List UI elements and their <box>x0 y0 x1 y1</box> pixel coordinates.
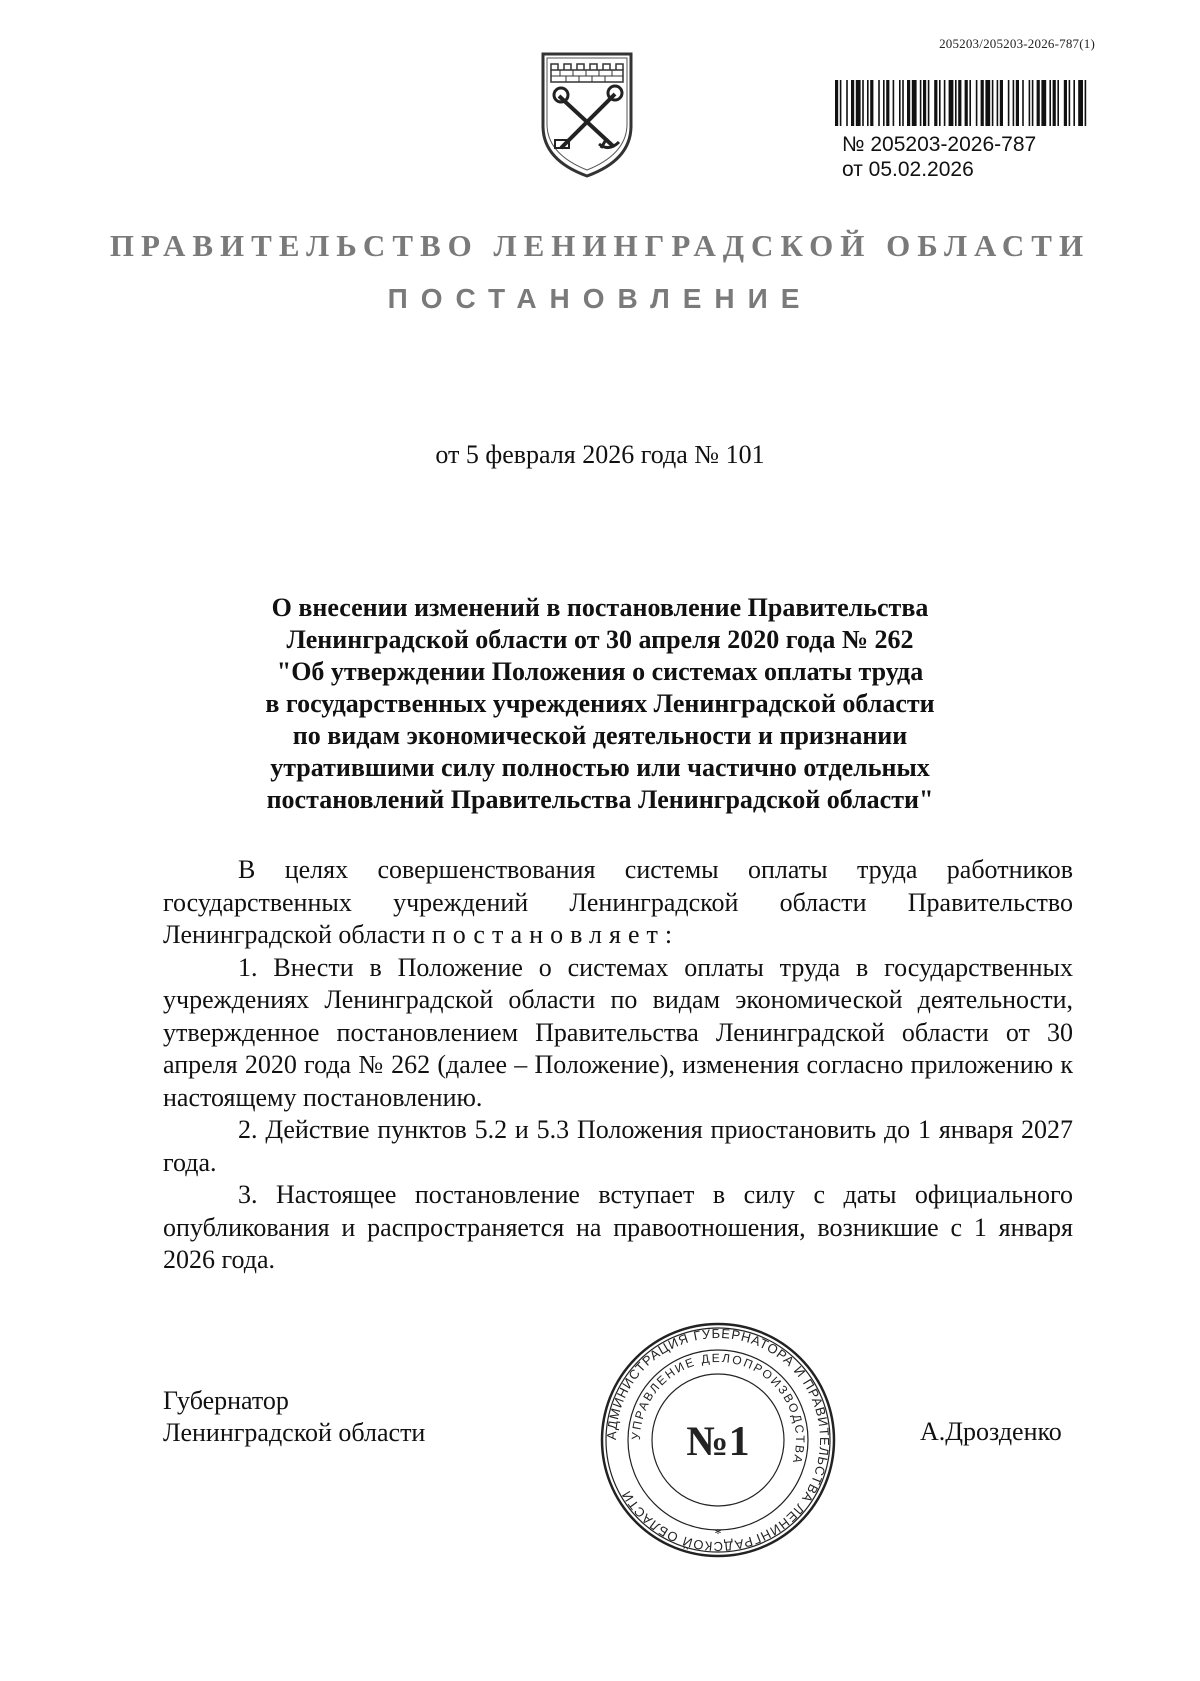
registration-date: от 05.02.2026 <box>842 158 974 181</box>
subject-line: "Об утверждении Положения о системах оплаты труда <box>276 657 924 686</box>
subject-line: по видам экономической деятельности и признании <box>292 721 908 750</box>
registration-number: № 205203-2026-787 <box>842 133 1037 156</box>
position-line: Губернатор <box>163 1386 289 1415</box>
barcode <box>835 80 1087 126</box>
subject-line: в государственных учреждениях Ленинградской области <box>265 689 935 718</box>
subject-line: Ленинградской области от 30 апреля 2020 года № 262 <box>286 625 914 654</box>
stamp-outer-text: АДМИНИСТРАЦИЯ ГУБЕРНАТОРА И ПРАВИТЕЛЬСТВА ЛЕНИНГРАДСКОЙ ОБЛАСТИ <box>603 1325 833 1555</box>
decree-item-2: 2. Действие пунктов 5.2 и 5.3 Положения приостановить до 1 января 2027 года. <box>163 1115 1073 1177</box>
position-line: Ленинградской области <box>163 1418 426 1447</box>
subject-line: О внесении изменений в постановление Правительства <box>271 593 929 622</box>
subject-line: утратившими силу полностью или частично отдельных <box>270 753 930 782</box>
stamp-star-icon: * <box>714 1527 722 1542</box>
stamp-inner-text: УПРАВЛЕНИЕ ДЕЛОПРОИЗВОДСТВА <box>628 1350 808 1467</box>
decree-subject <box>200 592 1000 816</box>
government-title: ПРАВИТЕЛЬСТВО ЛЕНИНГРАДСКОЙ ОБЛАСТИ <box>109 228 1091 263</box>
preamble-paragraph <box>163 854 1073 952</box>
stamp-center-number: №1 <box>686 1419 750 1465</box>
preamble-text: В целях совершенствования системы оплаты труда работников государственных учреждений Ленинградской области Правительство Ленинградской области <box>163 855 1073 949</box>
preamble-action: постановляет: <box>431 920 680 949</box>
document-type-title: ПОСТАНОВЛЕНИЕ <box>387 283 813 314</box>
decree-body <box>163 854 1073 1277</box>
coat-of-arms-emblem <box>537 48 637 180</box>
decree-date-number: от 5 февраля 2026 года № 101 <box>435 440 765 469</box>
signatory-position <box>163 1385 425 1449</box>
decree-item-1: 1. Внести в Положение о системах оплаты труда в государственных учреждениях Ленинградской области по видам экономической деятельности, утвержденное постановлением Правительства Ленинградской области от 30 апреля 2020 года № 262 (далее – Положение), изменения согласно приложению к настоящему постановлению. <box>163 952 1073 1112</box>
official-stamp <box>598 1320 838 1560</box>
registry-code: 205203/205203-2026-787(1) <box>939 36 1095 51</box>
decree-item-3: 3. Настоящее постановление вступает в силу с даты официального опубликования и распространяется на правоотношения, возникшие с 1 января 2026 года. <box>163 1180 1073 1274</box>
subject-line: постановлений Правительства Ленинградской области" <box>266 785 934 814</box>
signatory-name: А.Дрозденко <box>920 1417 1062 1446</box>
